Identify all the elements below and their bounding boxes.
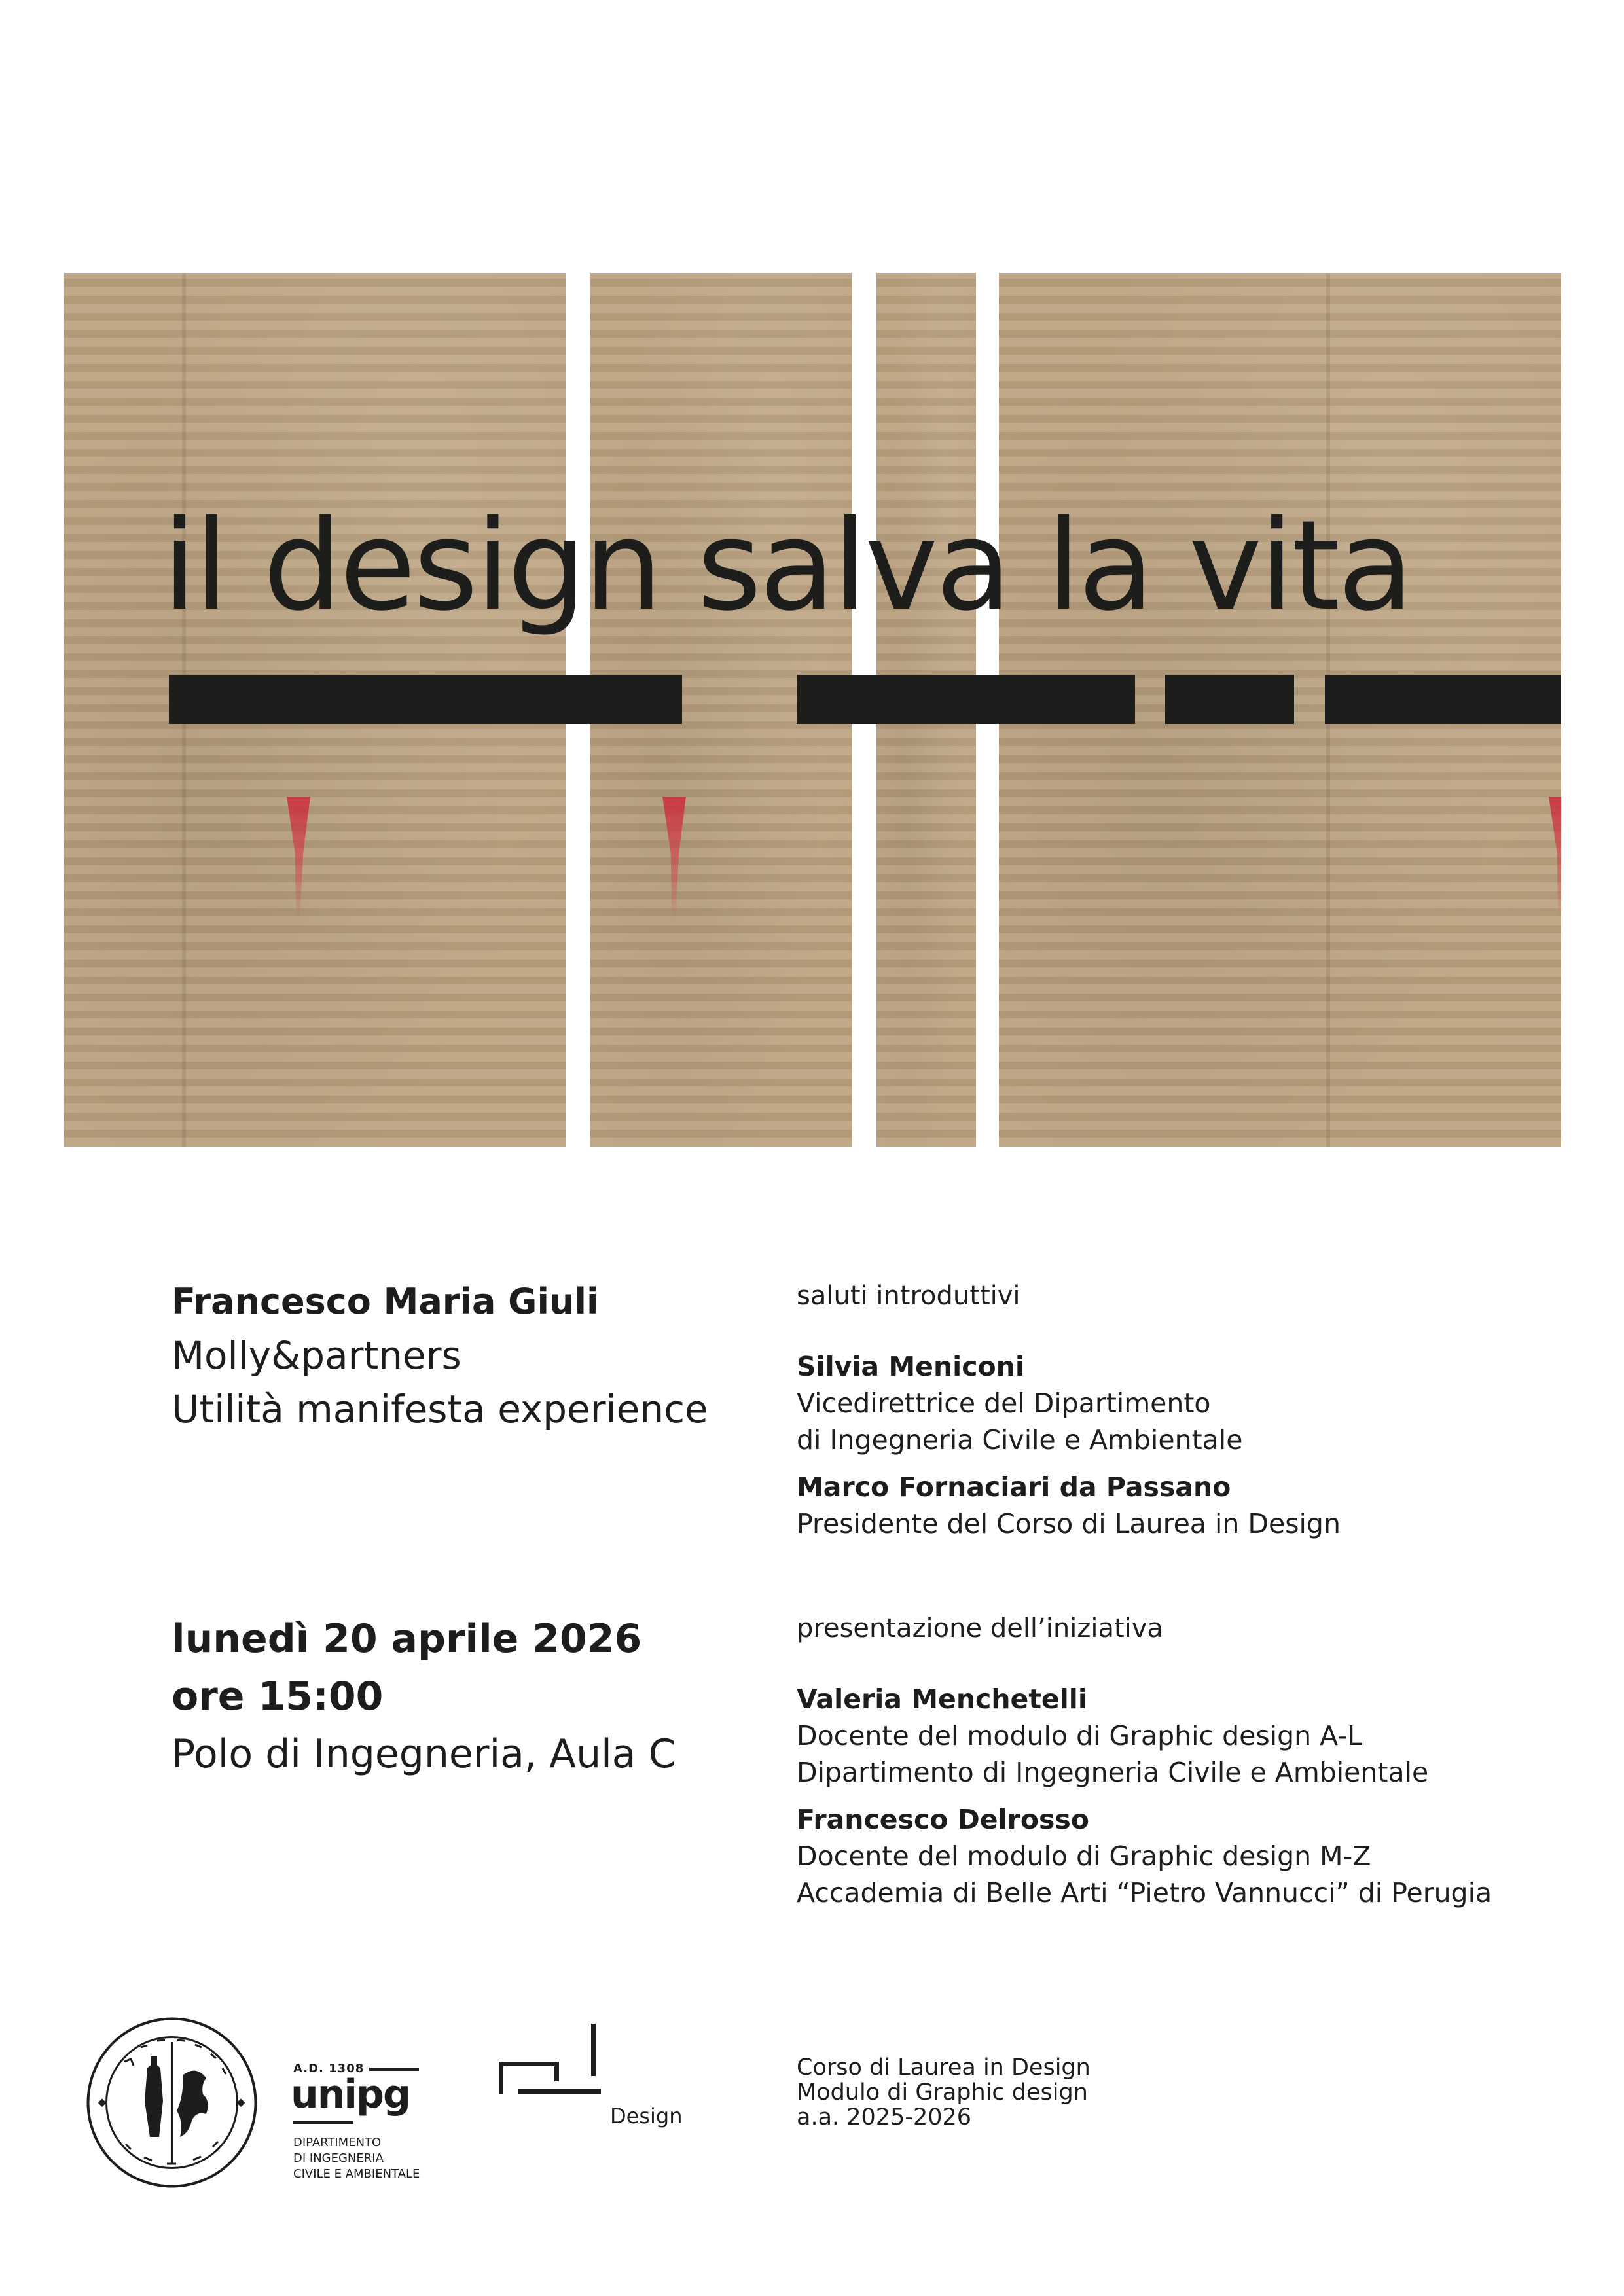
person-role: Vicedirettrice del Dipartimento bbox=[797, 1388, 1211, 1419]
unipg-year: A.D. 1308 bbox=[293, 2062, 365, 2075]
person-role: Accademia di Belle Arti “Pietro Vannucci” di Perugia bbox=[797, 1877, 1492, 1909]
unipg-wordmark: unipg bbox=[291, 2072, 410, 2117]
design-mark-icon bbox=[499, 2024, 604, 2096]
speaker-block bbox=[171, 1275, 708, 1436]
event-time: ore 15:00 bbox=[171, 1674, 384, 1719]
person-role: Docente del modulo di Graphic design A-L bbox=[797, 1720, 1362, 1751]
dash-bar-4 bbox=[1325, 675, 1561, 724]
greetings-block bbox=[797, 1278, 1341, 1552]
university-seal-logo bbox=[85, 2016, 259, 2189]
presentation-heading: presentazione dell’iniziativa bbox=[797, 1613, 1163, 1643]
speaker-company: Molly&partners bbox=[171, 1333, 461, 1378]
person-role: di Ingegneria Civile e Ambientale bbox=[797, 1424, 1243, 1456]
event-block bbox=[171, 1610, 676, 1783]
department-line-1: DIPARTIMENTO bbox=[293, 2136, 382, 2149]
department-line-3: CIVILE E AMBIENTALE bbox=[293, 2167, 420, 2181]
department-line-2: DI INGEGNERIA bbox=[293, 2151, 384, 2165]
person-role: Presidente del Corso di Laurea in Design bbox=[797, 1508, 1341, 1539]
person-role: Docente del modulo di Graphic design M-Z bbox=[797, 1840, 1371, 1872]
person-name: Francesco Delrosso bbox=[797, 1804, 1089, 1835]
person-name: Marco Fornaciari da Passano bbox=[797, 1471, 1231, 1503]
footer-line-1: Corso di Laurea in Design bbox=[797, 2054, 1091, 2081]
dash-bar-1 bbox=[169, 675, 682, 724]
person-name: Valeria Menchetelli bbox=[797, 1683, 1087, 1715]
footer-info bbox=[797, 2055, 1091, 2130]
speaker-name: Francesco Maria Giuli bbox=[171, 1281, 599, 1322]
design-logo-label: Design bbox=[610, 2104, 683, 2128]
event-venue: Polo di Ingegneria, Aula C bbox=[171, 1731, 676, 1777]
person-role: Dipartimento di Ingegneria Civile e Ambientale bbox=[797, 1757, 1429, 1788]
presentation-block bbox=[797, 1610, 1492, 1922]
footer-line-2: Modulo di Graphic design bbox=[797, 2079, 1088, 2106]
greetings-person bbox=[797, 1469, 1341, 1542]
greetings-heading: saluti introduttivi bbox=[797, 1281, 1020, 1311]
event-date: lunedì 20 aprile 2026 bbox=[171, 1616, 642, 1662]
poster-title: il design salva la vita bbox=[162, 493, 1411, 638]
greetings-person bbox=[797, 1348, 1341, 1458]
presentation-person bbox=[797, 1681, 1492, 1791]
design-course-logo bbox=[499, 2024, 695, 2155]
dash-bar-2 bbox=[797, 675, 1135, 724]
unipg-logo bbox=[293, 2062, 424, 2193]
dash-bar-3 bbox=[1165, 675, 1294, 724]
presentation-person bbox=[797, 1801, 1492, 1911]
person-name: Silvia Meniconi bbox=[797, 1351, 1024, 1382]
speaker-project: Utilità manifesta experience bbox=[171, 1387, 708, 1431]
footer-line-3: a.a. 2025-2026 bbox=[797, 2104, 972, 2130]
